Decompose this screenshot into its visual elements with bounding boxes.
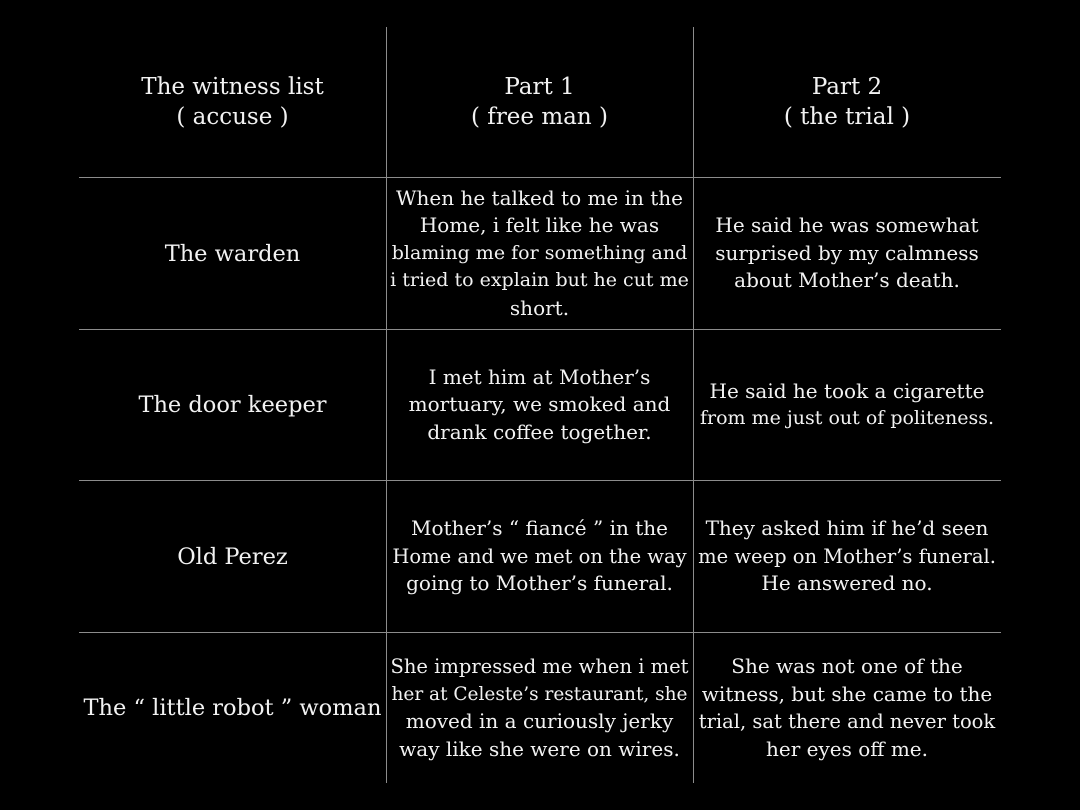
text-line: from me just out of politeness. (700, 407, 994, 429)
text-line: Mother’s “ fiancé ” in the (411, 516, 668, 541)
witness-name-cell (79, 330, 386, 480)
text-line: They asked him if he’d seen (705, 516, 989, 541)
text-line: her eyes off me. (766, 736, 928, 761)
part2-cell (693, 633, 1001, 783)
text-line: about Mother’s death. (734, 268, 960, 293)
header-subtitle: ( free man ) (471, 104, 608, 130)
text-line: i tried to explain but he cut me (390, 269, 689, 292)
witness-name-cell (79, 481, 386, 632)
header-title: Part 1 (504, 74, 575, 100)
header-part-2 (693, 27, 1001, 177)
witness-name-cell (79, 178, 386, 329)
text-line: She impressed me when i met (390, 655, 689, 678)
witness-name: The “ little robot ” woman (83, 695, 382, 721)
witness-name: The door keeper (138, 392, 327, 418)
witness-name: The warden (164, 240, 301, 267)
text-line: way like she were on wires. (399, 736, 680, 761)
text-line: trial, sat there and never took (698, 710, 996, 733)
part2-cell (693, 178, 1001, 329)
text-line: going to Mother’s funeral. (406, 571, 673, 596)
header-title: Part 2 (811, 74, 883, 100)
text-line: He said he was somewhat (715, 213, 979, 238)
part1-cell (386, 330, 693, 480)
text-line: I met him at Mother’s (428, 364, 651, 389)
header-part-1 (386, 27, 693, 177)
text-line: When he talked to me in the (395, 185, 684, 210)
text-line: witness, but she came to the (701, 681, 993, 706)
witness-name: Old Perez (177, 543, 288, 570)
text-line: short. (509, 295, 570, 320)
text-line: She was not one of the (731, 654, 963, 678)
part1-cell (386, 633, 693, 783)
text-line: Home and we met on the way (392, 544, 687, 568)
text-line: mortuary, we smoked and (408, 392, 671, 417)
text-line: me weep on Mother’s funeral. (698, 544, 996, 568)
part1-cell (386, 178, 693, 329)
text-line: He said he took a cigarette (709, 378, 985, 403)
part1-cell (386, 481, 693, 632)
header-subtitle: ( accuse ) (176, 104, 289, 130)
text-line: her at Celeste’s restaurant, she (391, 683, 688, 705)
text-line: moved in a curiously jerky (405, 709, 674, 733)
part2-cell (693, 481, 1001, 632)
text-line: surprised by my calmness (715, 240, 979, 265)
witness-name-cell (79, 633, 386, 783)
header-witness-list (79, 27, 386, 177)
header-title: The witness list (141, 74, 324, 100)
text-line: drank coffee together. (427, 419, 652, 444)
header-subtitle: ( the trial ) (783, 104, 911, 130)
part2-cell (693, 330, 1001, 480)
text-line: Home, i felt like he was (419, 213, 660, 238)
text-line: blaming me for something and (391, 241, 688, 264)
text-line: He answered no. (761, 571, 933, 596)
